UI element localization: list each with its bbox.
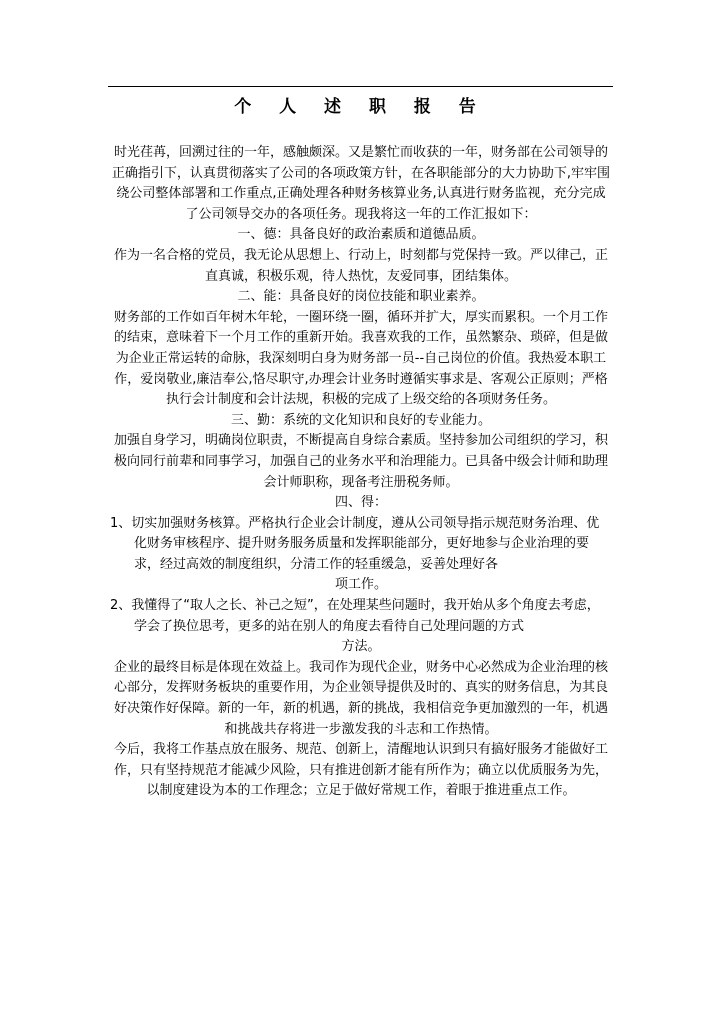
list-item-2-text: 2、我懂得了“取人之长、补己之短”，在处理某些问题时，我开始从多个角度去考虑，学会了换位思考，更多的站在别人的角度去看待自己处理问题的方式 — [110, 598, 600, 634]
list-item-2 — [110, 596, 612, 658]
section-heading-gains: 四、得： — [334, 495, 387, 511]
report-body — [110, 143, 612, 802]
conclusion-paragraph-1: 企业的最终目标是体现在效益上。我司作为现代企业，财务中心必然成为企业治理的核心部分，发挥财务板块的重要作用，为企业领导提供及时的、真实的财务信息，为其良好决策作好保障。新的一年，新的机遇，新的挑战，我相信竞争更加激烈的一年，机遇和挑战共存将进一步激发我的斗志和工作热情。 — [113, 659, 608, 737]
section-body-diligence: 加强自身学习，明确岗位职责，不断提高自身综合素质。坚持参加公司组织的学习，积极向同行前辈和同事学习，加强自己的业务水平和治理能力。已具备中级会计师和助理会计师职称，现备考注册税务师。 — [113, 433, 608, 490]
section-heading-diligence: 三、勤：系统的文化知识和良好的专业能力。 — [230, 412, 491, 428]
list-item-1-tail: 项工作。 — [334, 577, 387, 593]
section-heading-morality: 一、德：具备良好的政治素质和道德品质。 — [237, 227, 485, 243]
section-heading-ability: 二、能：具备良好的岗位技能和职业素养。 — [237, 289, 485, 305]
list-item-1 — [110, 514, 612, 596]
conclusion-paragraph-2: 今后，我将工作基点放在服务、规范、创新上，清醒地认识到只有搞好服务才能做好工作，只有坚持规范才能减少风险，只有推进创新才能有所作为；确立以优质服务为先，以制度建设为本的工作理念；立足于做好常规工作，着眼于推进重点工作。 — [113, 742, 608, 799]
page-title: 个 人 述 职 报 告 — [234, 97, 487, 117]
intro-paragraph: 时光荏苒，回溯过往的一年，感触颇深。又是繁忙而收获的一年，财务部在公司领导的正确指引下，认真贯彻落实了公司的各项政策方针，在各职能部分的大力协助下,牢牢围绕公司整体部署和工作重点,正确处理各种财务核算业务,认真进行财务监视，充分完成了公司领导交办的各项任务。现我将这一年的工作汇报如下： — [111, 145, 611, 222]
section-body-ability: 财务部的工作如百年树木年轮，一圈环绕一圈，循环并扩大，厚实而累积。一个月工作的结束，意味着下一个月工作的重新开始。我喜欢我的工作，虽然繁杂、琐碎，但是做为企业正常运转的命脉，我深刻明白身为财务部一员--自己岗位的价值。我热爱本职工作，爱岗敬业,廉洁奉公,恪尽职守,办理会计业务时遵循实事求是、客观公正原则；严格执行会计制度和会计法规，积极的完成了上级交给的各项财务任务。 — [113, 309, 608, 408]
list-item-2-tail: 方法。 — [341, 639, 381, 655]
list-item-1-text: 1、切实加强财务核算。严格执行企业会计制度，遵从公司领导指示规范财务治理、优化财务审核程序、提升财务服务质量和发挥职能部分，更好地参与企业治理的要求，经过高效的制度组织，分清工作的轻重缓急，妥善处理好各 — [110, 515, 600, 572]
section-body-morality: 作为一名合格的党员，我无论从思想上、行动上，时刻都与党保持一致。严以律己，正直真诚，积极乐观，待人热忱，友爱同事，团结集体。 — [113, 247, 608, 284]
header-rule — [108, 86, 613, 87]
